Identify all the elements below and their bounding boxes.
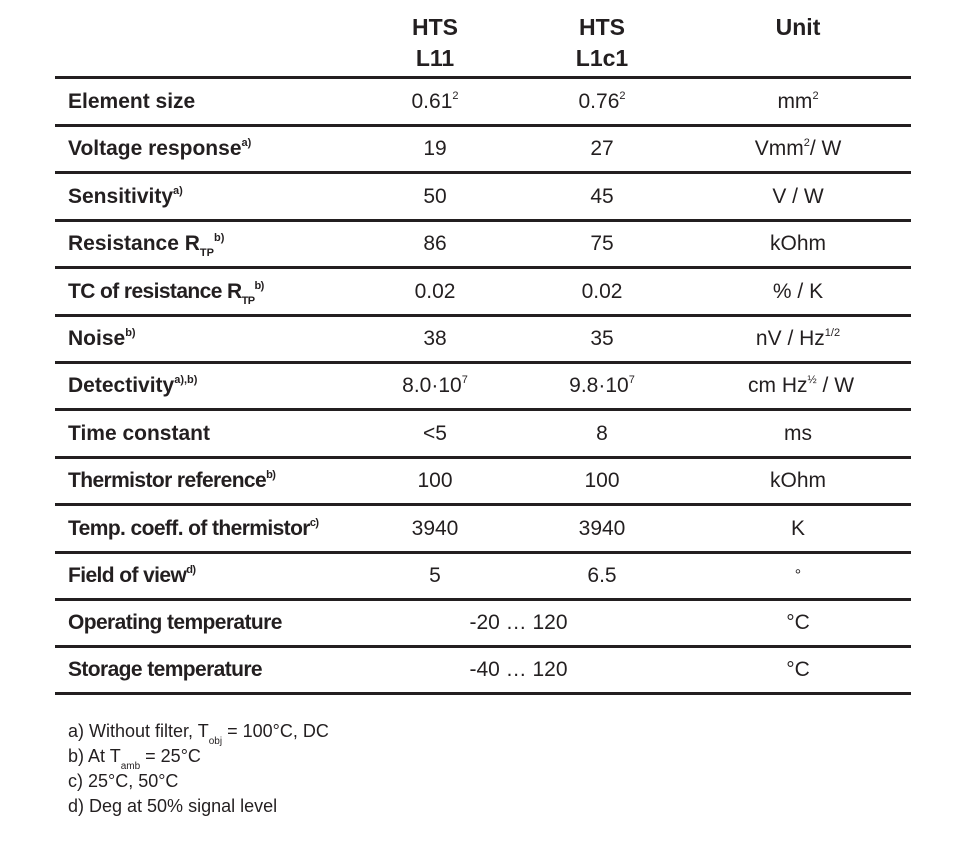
table-rule — [55, 171, 911, 174]
column-header-hts-l11: HTS L11 — [412, 14, 458, 71]
value-hts-l1c1: $9.8\cdot 10^7$ — [569, 374, 635, 397]
table-rule — [55, 692, 911, 695]
table-row — [55, 648, 911, 692]
table-row — [55, 80, 911, 124]
value-hts-l11: $8.0\cdot 10^7$ — [402, 374, 468, 397]
value-hts-l11: 86 — [423, 232, 447, 255]
value-hts-l1c1: 6.5 — [587, 564, 617, 587]
table-rule — [55, 503, 911, 506]
value-range: -20 … 120 — [469, 611, 568, 634]
row-label: Field of view$^{d)}$ — [68, 564, 196, 587]
table-rule — [55, 266, 911, 269]
table-row — [55, 412, 911, 456]
value-hts-l1c1: 27 — [590, 137, 614, 160]
value-hts-l11: 100 — [417, 469, 453, 492]
table-row — [55, 270, 911, 314]
value-unit: nV / $Hz^{1/2}$ — [755, 327, 841, 350]
value-hts-l11: 3940 — [411, 517, 459, 540]
value-unit: K — [790, 517, 805, 540]
row-label: Operating temperature — [68, 611, 282, 634]
row-label: Voltage response$^{a)}$ — [68, 137, 252, 160]
value-hts-l11: 0.61$^2$ — [411, 90, 459, 113]
value-unit: cm $Hz^{\frac{1}{2}}$ / W — [748, 374, 855, 397]
row-label: Thermistor reference$^{b)}$ — [68, 469, 276, 492]
row-label: Temp. coeff. of thermistor$^{c)}$ — [68, 517, 319, 540]
value-range: -40 … 120 — [469, 658, 568, 681]
value-unit: ms — [784, 422, 812, 445]
table-row — [55, 175, 911, 219]
table-row — [55, 554, 911, 598]
value-unit: $mm^2$ — [777, 90, 819, 113]
table-row — [55, 601, 911, 645]
value-unit: Vmm$^2$/ W — [754, 137, 842, 160]
value-hts-l11: 5 — [429, 564, 441, 587]
value-unit: kOhm — [769, 469, 826, 492]
column-header-hts-l1c1: HTS L1c1 — [575, 14, 629, 71]
value-hts-l1c1: 100 — [584, 469, 620, 492]
row-label: Storage temperature — [68, 658, 262, 681]
value-hts-l11: 19 — [423, 137, 447, 160]
value-unit: °C — [786, 611, 810, 634]
row-label: Detectivity$^{a),b)}$ — [68, 374, 198, 397]
value-hts-l1c1: 75 — [590, 232, 614, 255]
table-row — [55, 317, 911, 361]
value-hts-l1c1: 3940 — [578, 517, 626, 540]
table-row — [55, 507, 911, 551]
row-label: Resistance $R_{TP}^{b)}$ — [68, 232, 225, 259]
value-unit: °C — [786, 658, 810, 681]
table-row — [55, 127, 911, 171]
table-rule — [55, 408, 911, 411]
footnote-d: d) Deg at 50% signal level — [68, 796, 278, 816]
value-hts-l11: 50 — [423, 185, 447, 208]
value-hts-l1c1: 8 — [596, 422, 608, 445]
value-hts-l1c1: 35 — [590, 327, 614, 350]
column-header-unit: Unit — [775, 14, 821, 40]
row-label: Noise$^{b)}$ — [68, 327, 136, 350]
value-hts-l1c1: 45 — [590, 185, 614, 208]
row-label: Element size — [68, 90, 196, 113]
value-hts-l11: 0.02 — [414, 280, 456, 303]
row-label: Sensitivity$^{a)}$ — [68, 185, 183, 208]
footnotes — [68, 719, 329, 819]
value-hts-l1c1: 0.02 — [581, 280, 623, 303]
footnote-c: c) 25°C, 50°C — [68, 771, 179, 791]
table-row — [55, 364, 911, 408]
value-hts-l1c1: 0.76$^2$ — [578, 90, 626, 113]
table-row — [55, 459, 911, 503]
table-row — [55, 222, 911, 266]
value-unit: kOhm — [769, 232, 826, 255]
footnote-a: a) Without filter, $T_{obj} = 100^\circ C$, DC — [68, 721, 329, 747]
row-label: TC of resistance $R_{TP}^{b)}$ — [68, 280, 264, 307]
value-unit: V / W — [772, 185, 824, 208]
footnote-b: b) At $T_{amb} = 25^\circ C$ — [68, 746, 201, 772]
table-rule — [55, 76, 911, 79]
value-unit: % / K — [772, 280, 824, 303]
value-unit: ° — [794, 567, 802, 584]
row-label: Time constant — [68, 422, 210, 445]
value-hts-l11: <5 — [423, 422, 447, 445]
value-hts-l11: 38 — [423, 327, 447, 350]
